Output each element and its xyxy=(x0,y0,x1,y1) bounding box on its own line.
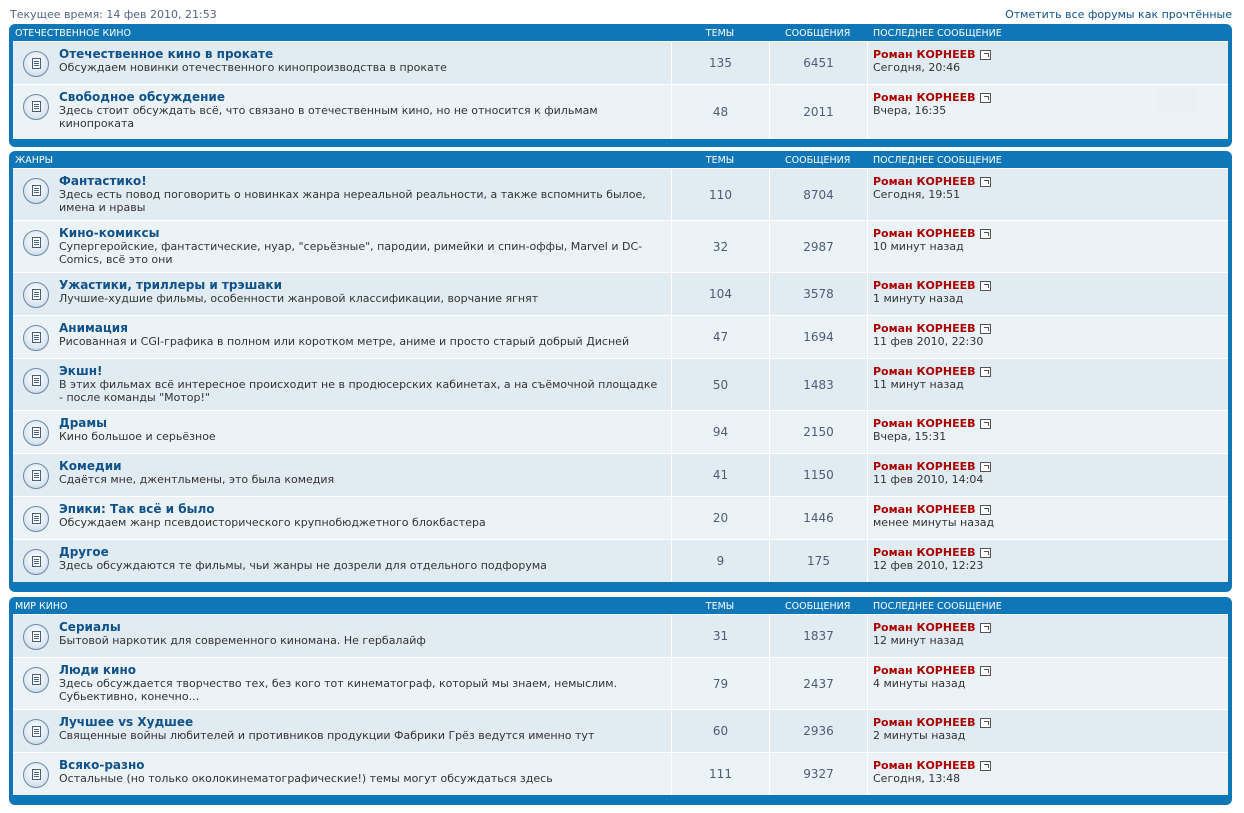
topics-count: 50 xyxy=(671,359,769,410)
forum-title-link[interactable]: Фантастико! xyxy=(59,174,147,188)
forum-description: Обсуждаем жанр псевдоисторического крупнобюджетного блокбастера xyxy=(59,516,486,529)
posts-count: 2987 xyxy=(769,221,867,272)
forum-description: Священные войны любителей и противников продукции Фабрики Грёз ведутся именно тут xyxy=(59,729,595,742)
last-post-time: Сегодня, 19:51 xyxy=(873,188,961,201)
forum-category xyxy=(9,597,1232,805)
category-header xyxy=(13,151,1228,168)
topics-count: 94 xyxy=(671,411,769,453)
posts-column-header: СООБЩЕНИЯ xyxy=(785,28,851,39)
posts-count: 3578 xyxy=(769,273,867,315)
back-to-top-icon[interactable] xyxy=(1156,89,1198,111)
last-post-author-link[interactable]: Роман КОРНЕЕВ xyxy=(873,175,976,188)
posts-count: 1446 xyxy=(769,497,867,539)
forum-read-icon xyxy=(23,549,49,575)
posts-count: 2011 xyxy=(769,85,867,139)
forum-row xyxy=(13,272,1228,315)
topics-count: 104 xyxy=(671,273,769,315)
topics-column-header: ТЕМЫ xyxy=(705,155,735,166)
last-post-time: 1 минуту назад xyxy=(873,292,964,305)
goto-last-post-icon[interactable] xyxy=(980,718,991,728)
forum-category xyxy=(9,24,1232,147)
category-title[interactable]: ЖАНРЫ xyxy=(15,155,53,166)
last-post-author-link[interactable]: Роман КОРНЕЕВ xyxy=(873,322,976,335)
forum-title-link[interactable]: Кино-комиксы xyxy=(59,226,160,240)
last-post-author-link[interactable]: Роман КОРНЕЕВ xyxy=(873,664,976,677)
posts-count: 1483 xyxy=(769,359,867,410)
forum-title-link[interactable]: Эпики: Так всё и было xyxy=(59,502,215,516)
last-post-time: 12 фев 2010, 12:23 xyxy=(873,559,984,572)
goto-last-post-icon[interactable] xyxy=(980,324,991,334)
topics-count: 31 xyxy=(671,615,769,657)
category-header xyxy=(13,597,1228,614)
forum-read-icon xyxy=(23,178,49,204)
forum-description: Сдаётся мне, джентльмены, это была комедия xyxy=(59,473,335,486)
last-post xyxy=(867,615,1228,657)
forum-title-link[interactable]: Лучшее vs Худшее xyxy=(59,715,194,729)
forum-read-icon xyxy=(23,762,49,788)
mark-all-read-link[interactable]: Отметить все форумы как прочтённые xyxy=(1005,7,1232,21)
last-post-author-link[interactable]: Роман КОРНЕЕВ xyxy=(873,460,976,473)
goto-last-post-icon[interactable] xyxy=(980,93,991,103)
topics-count: 41 xyxy=(671,454,769,496)
topics-count: 32 xyxy=(671,221,769,272)
topics-count: 47 xyxy=(671,316,769,358)
forum-row xyxy=(13,410,1228,453)
goto-last-post-icon[interactable] xyxy=(980,548,991,558)
goto-last-post-icon[interactable] xyxy=(980,281,991,291)
posts-count: 9327 xyxy=(769,753,867,795)
last-post-author-link[interactable]: Роман КОРНЕЕВ xyxy=(873,365,976,378)
last-post xyxy=(867,658,1228,709)
forum-title-link[interactable]: Сериалы xyxy=(59,620,121,634)
goto-last-post-icon[interactable] xyxy=(980,177,991,187)
last-post-author-link[interactable]: Роман КОРНЕЕВ xyxy=(873,227,976,240)
last-post-author-link[interactable]: Роман КОРНЕЕВ xyxy=(873,621,976,634)
posts-column-header: СООБЩЕНИЯ xyxy=(785,155,851,166)
last-post-author-link[interactable]: Роман КОРНЕЕВ xyxy=(873,417,976,430)
last-post-column-header: ПОСЛЕДНЕЕ СООБЩЕНИЕ xyxy=(873,28,1002,39)
forum-row xyxy=(13,657,1228,709)
forum-row xyxy=(13,358,1228,410)
posts-count: 1150 xyxy=(769,454,867,496)
goto-last-post-icon[interactable] xyxy=(980,666,991,676)
forum-description: Супергеройские, фантастические, нуар, "серьёзные", пародии, римейки и спин-оффы, Marvel и DC-Comics, всё это они xyxy=(59,240,643,266)
forum-title-link[interactable]: Экшн! xyxy=(59,364,103,378)
posts-count: 2936 xyxy=(769,710,867,752)
last-post-author-link[interactable]: Роман КОРНЕЕВ xyxy=(873,759,976,772)
forum-title-link[interactable]: Отечественное кино в прокате xyxy=(59,47,274,61)
last-post xyxy=(867,169,1228,220)
last-post-time: Сегодня, 20:46 xyxy=(873,61,961,74)
forum-row xyxy=(13,220,1228,272)
forum-row xyxy=(13,168,1228,220)
last-post-time: 11 фев 2010, 14:04 xyxy=(873,473,984,486)
last-post xyxy=(867,359,1228,410)
forum-description: Кино большое и серьёзное xyxy=(59,430,216,443)
posts-count: 2150 xyxy=(769,411,867,453)
last-post-column-header: ПОСЛЕДНЕЕ СООБЩЕНИЕ xyxy=(873,601,1002,612)
forum-description: Здесь обсуждаются те фильмы, чьи жанры не дозрели для отдельного подфорума xyxy=(59,559,547,572)
forum-row xyxy=(13,41,1228,84)
topics-column-header: ТЕМЫ xyxy=(705,601,735,612)
last-post-time: менее минуты назад xyxy=(873,516,995,529)
last-post xyxy=(867,454,1228,496)
forum-read-icon xyxy=(23,325,49,351)
forum-description: Обсуждаем новинки отечественного кинопроизводства в прокате xyxy=(59,61,447,74)
forum-read-icon xyxy=(23,624,49,650)
goto-last-post-icon[interactable] xyxy=(980,623,991,633)
forum-read-icon xyxy=(23,94,49,120)
last-post xyxy=(867,221,1228,272)
forum-read-icon xyxy=(23,368,49,394)
goto-last-post-icon[interactable] xyxy=(980,419,991,429)
forum-read-icon xyxy=(23,463,49,489)
forum-read-icon xyxy=(23,282,49,308)
last-post-time: Вчера, 15:31 xyxy=(873,430,947,443)
top-bar xyxy=(10,6,1232,22)
forum-row xyxy=(13,539,1228,582)
forum-description: Лучшие-худшие фильмы, особенности жанровой классификации, ворчание ягнят xyxy=(59,292,539,305)
forum-title-link[interactable]: Люди кино xyxy=(59,663,136,677)
posts-column-header: СООБЩЕНИЯ xyxy=(785,601,851,612)
last-post-author-link[interactable]: Роман КОРНЕЕВ xyxy=(873,48,976,61)
forum-title-link[interactable]: Комедии xyxy=(59,459,122,473)
topics-count: 9 xyxy=(671,540,769,582)
forum-read-icon xyxy=(23,420,49,446)
forum-description: В этих фильмах всё интересное происходит не в продюсерских кабинетах, а на съёмочной площадке - после команды "Мотор!" xyxy=(59,378,658,404)
forum-read-icon xyxy=(23,230,49,256)
posts-count: 6451 xyxy=(769,42,867,84)
posts-count: 175 xyxy=(769,540,867,582)
forum-read-icon xyxy=(23,51,49,77)
posts-count: 2437 xyxy=(769,658,867,709)
last-post-author-link[interactable]: Роман КОРНЕЕВ xyxy=(873,279,976,292)
last-post-time: Вчера, 16:35 xyxy=(873,104,947,117)
forum-category xyxy=(9,151,1232,592)
last-post-author-link[interactable]: Роман КОРНЕЕВ xyxy=(873,503,976,516)
last-post xyxy=(867,497,1228,539)
forum-description: Рисованная и CGI-графика в полном или коротком метре, аниме и просто старый добрый Дисней xyxy=(59,335,630,348)
last-post-time: 12 минут назад xyxy=(873,634,964,647)
topics-count: 110 xyxy=(671,169,769,220)
last-post-column-header: ПОСЛЕДНЕЕ СООБЩЕНИЕ xyxy=(873,155,1002,166)
forum-read-icon xyxy=(23,506,49,532)
forum-row xyxy=(13,496,1228,539)
topics-count: 60 xyxy=(671,710,769,752)
last-post-time: 10 минут назад xyxy=(873,240,964,253)
last-post xyxy=(867,85,1228,139)
forum-title-link[interactable]: Всяко-разно xyxy=(59,758,145,772)
forum-description: Бытовой наркотик для современного киномана. Не гербалайф xyxy=(59,634,426,647)
last-post xyxy=(867,273,1228,315)
forum-row xyxy=(13,453,1228,496)
topics-count: 79 xyxy=(671,658,769,709)
forum-row xyxy=(13,614,1228,657)
forum-description: Здесь обсуждается творчество тех, без кого тот кинематограф, который мы знаем, немыслим. Субьективно, конечно... xyxy=(59,677,618,703)
topics-count: 48 xyxy=(671,85,769,139)
goto-last-post-icon[interactable] xyxy=(980,761,991,771)
last-post xyxy=(867,411,1228,453)
forum-row xyxy=(13,709,1228,752)
last-post-time: 4 минуты назад xyxy=(873,677,966,690)
last-post-author-link[interactable]: Роман КОРНЕЕВ xyxy=(873,546,976,559)
forum-description: Здесь есть повод поговорить о новинках жанра нереальной реальности, а также вспомнить былое, имена и нравы xyxy=(59,188,646,214)
forum-description: Остальные (но только околокинематографические!) темы могут обсуждаться здесь xyxy=(59,772,553,785)
topics-count: 111 xyxy=(671,753,769,795)
last-post xyxy=(867,710,1228,752)
forum-row xyxy=(13,84,1228,139)
forum-title-link[interactable]: Ужастики, триллеры и трэшаки xyxy=(59,278,282,292)
topics-count: 20 xyxy=(671,497,769,539)
goto-last-post-icon[interactable] xyxy=(980,367,991,377)
posts-count: 8704 xyxy=(769,169,867,220)
topics-count: 135 xyxy=(671,42,769,84)
goto-last-post-icon[interactable] xyxy=(980,229,991,239)
category-header xyxy=(13,24,1228,41)
last-post-time: 11 фев 2010, 22:30 xyxy=(873,335,984,348)
topics-column-header: ТЕМЫ xyxy=(705,28,735,39)
current-time: Текущее время: 14 фев 2010, 21:53 xyxy=(10,7,217,21)
forum-row xyxy=(13,315,1228,358)
forum-title-link[interactable]: Драмы xyxy=(59,416,108,430)
last-post-time: 2 минуты назад xyxy=(873,729,966,742)
forum-read-icon xyxy=(23,719,49,745)
category-title[interactable]: ОТЕЧЕСТВЕННОЕ КИНО xyxy=(15,28,132,39)
last-post xyxy=(867,540,1228,582)
forum-read-icon xyxy=(23,667,49,693)
last-post xyxy=(867,42,1228,84)
posts-count: 1694 xyxy=(769,316,867,358)
last-post-author-link[interactable]: Роман КОРНЕЕВ xyxy=(873,91,976,104)
last-post-author-link[interactable]: Роман КОРНЕЕВ xyxy=(873,716,976,729)
forum-row xyxy=(13,752,1228,795)
forum-title-link[interactable]: Другое xyxy=(59,545,109,559)
last-post-time: 11 минут назад xyxy=(873,378,964,391)
last-post-time: Сегодня, 13:48 xyxy=(873,772,961,785)
goto-last-post-icon[interactable] xyxy=(980,462,991,472)
goto-last-post-icon[interactable] xyxy=(980,505,991,515)
category-title[interactable]: МИР КИНО xyxy=(15,601,68,612)
forum-title-link[interactable]: Анимация xyxy=(59,321,128,335)
last-post xyxy=(867,316,1228,358)
forum-title-link[interactable]: Свободное обсуждение xyxy=(59,90,225,104)
posts-count: 1837 xyxy=(769,615,867,657)
forum-description: Здесь стоит обсуждать всё, что связано в отечественным кино, но не относится к фильмам кинопроката xyxy=(59,104,598,130)
goto-last-post-icon[interactable] xyxy=(980,50,991,60)
last-post xyxy=(867,753,1228,795)
